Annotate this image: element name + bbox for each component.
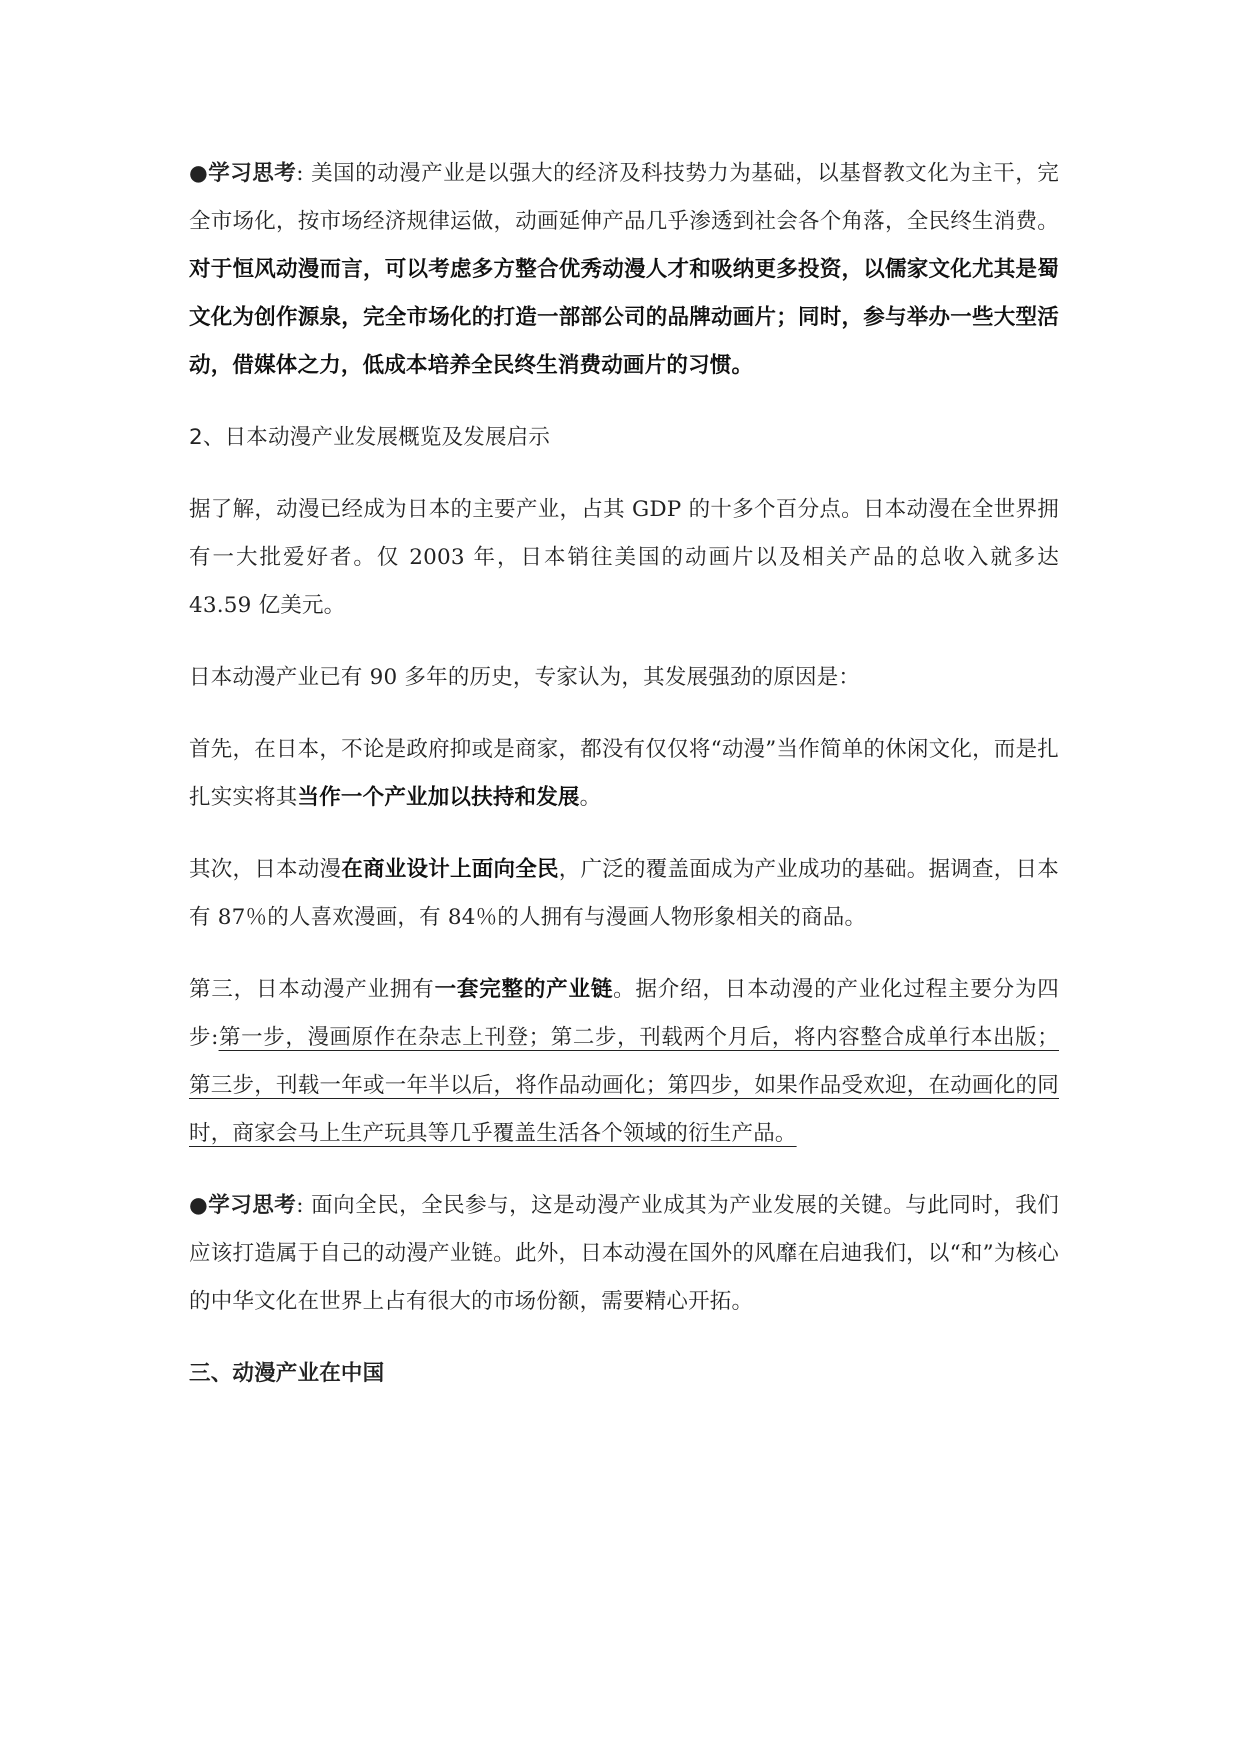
paragraph-bold-text: 对于恒风动漫而言，可以考虑多方整合优秀动漫人才和吸纳更多投资，以儒家文化尤其是蜀文化为创作源泉，完全市场化的打造一部部公司的品牌动画片；同时，参与举办一些大型活动，借媒体之力，低成本培养全民终生消费动画片的习惯。: [189, 257, 1059, 378]
paragraph-bold-text: 一套完整的产业链: [434, 977, 614, 1002]
paragraph-bold-text: 在商业设计上面向全民: [341, 857, 559, 882]
section-heading-japan: 2、日本动漫产业发展概览及发展启示: [189, 425, 551, 450]
section-heading-china: 三、动漫产业在中国: [189, 1361, 385, 1386]
paragraph-pre: 第三，日本动漫产业拥有: [189, 977, 435, 1002]
paragraph-japan-overview: 据了解，动漫已经成为日本的主要产业，占其 GDP 的十多个百分点。日本动漫在全世界拥有一大批爱好者。仅 2003 年，日本销往美国的动画片以及相关产品的总收入就多达 43.59 亿美元。: [189, 497, 1059, 618]
paragraph-bold-text: 当作一个产业加以扶持和发展: [297, 785, 580, 810]
paragraph-pre: 其次，日本动漫: [189, 857, 342, 882]
document-page: [189, 150, 1059, 1422]
label-colon: :: [296, 1193, 304, 1218]
paragraph-japan-history: 日本动漫产业已有 90 多年的历史，专家认为，其发展强劲的原因是：: [189, 665, 861, 690]
paragraph-text: 面向全民，全民参与，这是动漫产业成其为产业发展的关键。与此同时，我们应该打造属于自己的动漫产业链。此外，日本动漫在国外的风靡在启迪我们，以“和”为核心的中华文化在世界上占有很大的市场份额，需要精心开拓。: [189, 1193, 1059, 1314]
paragraph-text: 首先，在日本，不论是政府抑或是商家，都没有仅仅将“动漫”当作简单的休闲文化，而是扎扎实实将其: [189, 737, 1059, 810]
paragraph-us-reflection: [189, 150, 1059, 390]
paragraph-reason-third: [189, 966, 1059, 1158]
paragraph-reason-first: [189, 726, 1059, 822]
label-colon: :: [296, 161, 304, 186]
study-reflection-label: ●学习思考: [189, 1193, 297, 1218]
paragraph-reason-second: [189, 846, 1059, 942]
paragraph-underlined-text: 第一步，漫画原作在杂志上刊登；第二步，刊载两个月后，将内容整合成单行本出版；第三步，刊载一年或一年半以后，将作品动画化；第四步，如果作品受欢迎，在动画化的同时，商家会马上生产玩具等几乎覆盖生活各个领域的衍生产品。: [189, 1025, 1059, 1146]
paragraph-japan-reflection: [189, 1182, 1059, 1326]
paragraph-text: 美国的动漫产业是以强大的经济及科技势力为基础，以基督教文化为主干，完全市场化，按市场经济规律运做，动画延伸产品几乎渗透到社会各个角落，全民终生消费。: [189, 161, 1059, 234]
paragraph-text: 。据介绍，日本动漫的产业化过程主要分为四步:: [189, 977, 1059, 1050]
paragraph-tail: 。: [579, 785, 602, 810]
study-reflection-label: ●学习思考: [189, 161, 297, 186]
paragraph-text: ，广泛的覆盖面成为产业成功的基础。据调查，日本有 87％的人喜欢漫画，有 84％的人拥有与漫画人物形象相关的商品。: [189, 857, 1059, 930]
